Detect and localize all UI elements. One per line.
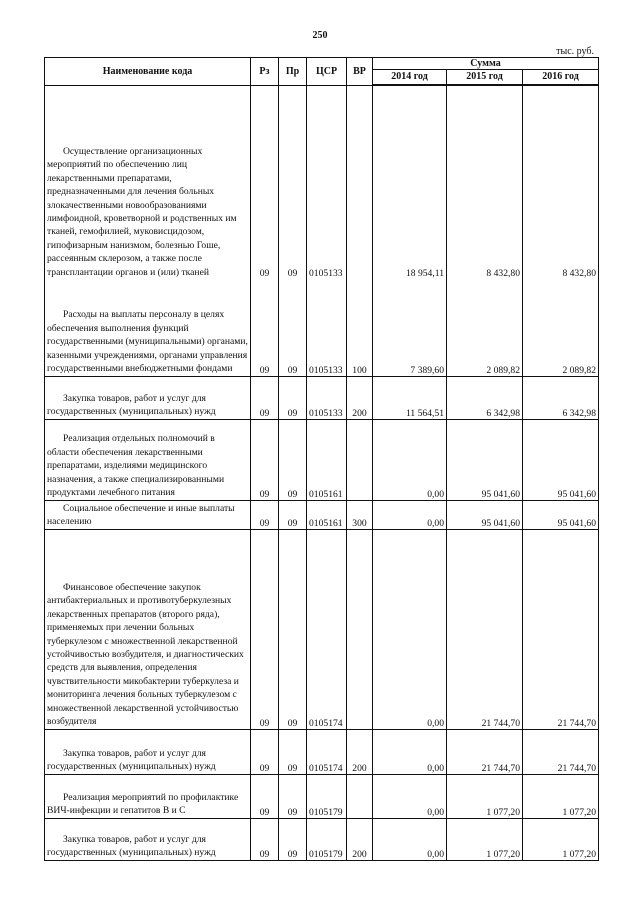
row-csr: 0105161 xyxy=(307,500,347,529)
header-2014: 2014 год xyxy=(373,70,447,86)
table-row xyxy=(45,729,599,774)
row-csr: 0105179 xyxy=(307,774,347,818)
table-row xyxy=(45,279,599,376)
row-rz: 09 xyxy=(251,279,279,376)
row-name: Финансовое обеспечение закупок антибактериальных и противотуберкулезных лекарственных препаратов (второго ряда), применяемых при лечении больных туберкулезом с множественной лекарственной устойчивостью возбудителя, и диагностических средств для выявления, определения чувствительности микобактерии туберкулеза и мониторинга лечения больных туберкулезом с множественной лекарственной устойчивостью возбудителя xyxy=(45,529,251,729)
row-2015: 1 077,20 xyxy=(447,774,523,818)
table-row xyxy=(45,529,599,729)
header-sum: Сумма xyxy=(373,58,599,70)
table-row xyxy=(45,818,599,860)
row-pr: 09 xyxy=(279,818,307,860)
table-row xyxy=(45,500,599,529)
row-2015: 6 342,98 xyxy=(447,376,523,419)
row-2014: 7 389,60 xyxy=(373,279,447,376)
header-csr: ЦСР xyxy=(307,58,347,86)
row-csr: 0105174 xyxy=(307,729,347,774)
header-2016: 2016 год xyxy=(523,70,599,86)
row-vr: 200 xyxy=(347,729,373,774)
row-2014: 0,00 xyxy=(373,729,447,774)
row-pr: 09 xyxy=(279,529,307,729)
row-2015: 95 041,60 xyxy=(447,419,523,500)
row-2016: 1 077,20 xyxy=(523,774,599,818)
row-2016: 6 342,98 xyxy=(523,376,599,419)
row-vr xyxy=(347,419,373,500)
row-name: Закупка товаров, работ и услуг для государственных (муниципальных) нужд xyxy=(45,376,251,419)
row-name: Реализация мероприятий по профилактике ВИЧ-инфекции и гепатитов В и С xyxy=(45,774,251,818)
row-pr: 09 xyxy=(279,729,307,774)
row-2016: 95 041,60 xyxy=(523,500,599,529)
header-rz: Рз xyxy=(251,58,279,86)
row-vr: 200 xyxy=(347,818,373,860)
row-pr: 09 xyxy=(279,500,307,529)
row-vr: 200 xyxy=(347,376,373,419)
row-2014: 0,00 xyxy=(373,818,447,860)
row-rz: 09 xyxy=(251,529,279,729)
row-pr: 09 xyxy=(279,279,307,376)
row-2014: 0,00 xyxy=(373,774,447,818)
row-rz: 09 xyxy=(251,376,279,419)
row-2016: 21 744,70 xyxy=(523,729,599,774)
header-name: Наименование кода xyxy=(45,58,251,86)
row-2014: 0,00 xyxy=(373,529,447,729)
row-rz: 09 xyxy=(251,818,279,860)
row-name: Реализация отдельных полномочий в области обеспечения лекарственными препаратами, изделиями медицинского назначения, а также специализированными продуктами лечебного питания xyxy=(45,419,251,500)
row-name: Социальное обеспечение и иные выплаты населению xyxy=(45,500,251,529)
row-2014: 0,00 xyxy=(373,419,447,500)
row-pr: 09 xyxy=(279,419,307,500)
table-row xyxy=(45,419,599,500)
row-csr: 0105174 xyxy=(307,529,347,729)
row-2016: 95 041,60 xyxy=(523,419,599,500)
row-2014: 11 564,51 xyxy=(373,376,447,419)
row-2015: 2 089,82 xyxy=(447,279,523,376)
row-2015: 21 744,70 xyxy=(447,529,523,729)
row-csr: 0105133 xyxy=(307,376,347,419)
row-pr: 09 xyxy=(279,774,307,818)
row-name: Расходы на выплаты персоналу в целях обеспечения выполнения функций государственными (муниципальными) органами, казенными учреждениями, органами управления государственными внебюджетными фондами xyxy=(45,279,251,376)
header-vr: ВР xyxy=(347,58,373,86)
row-rz: 09 xyxy=(251,419,279,500)
table-row xyxy=(45,376,599,419)
row-2015: 1 077,20 xyxy=(447,818,523,860)
row-2016: 8 432,80 xyxy=(523,85,599,279)
row-csr: 0105133 xyxy=(307,279,347,376)
row-rz: 09 xyxy=(251,85,279,279)
row-rz: 09 xyxy=(251,774,279,818)
row-vr: 300 xyxy=(347,500,373,529)
row-name: Закупка товаров, работ и услуг для государственных (муниципальных) нужд xyxy=(45,818,251,860)
table-row xyxy=(45,774,599,818)
row-2016: 21 744,70 xyxy=(523,529,599,729)
page-number: 250 xyxy=(312,30,328,41)
header-pr: Пр xyxy=(279,58,307,86)
table-body xyxy=(45,85,599,860)
header-2015: 2015 год xyxy=(447,70,523,86)
units-label: тыс. руб. xyxy=(556,46,594,57)
row-vr xyxy=(347,85,373,279)
row-pr: 09 xyxy=(279,85,307,279)
table-row xyxy=(45,85,599,279)
budget-table xyxy=(44,57,599,861)
row-2015: 8 432,80 xyxy=(447,85,523,279)
row-csr: 0105161 xyxy=(307,419,347,500)
row-name: Осуществление организационных мероприятий по обеспечению лиц лекарственными препаратами, предназначенными для лечения больных злокачественными новообразованиями лимфоидной, кроветворной и родственных им тканей, гемофилией, муковисцидозом, гипофизарным нанизмом, болезнью Гоше, рассеянным склерозом, а также после трансплантации органов и (или) тканей xyxy=(45,85,251,279)
row-rz: 09 xyxy=(251,729,279,774)
row-2016: 1 077,20 xyxy=(523,818,599,860)
row-2015: 95 041,60 xyxy=(447,500,523,529)
row-pr: 09 xyxy=(279,376,307,419)
row-csr: 0105133 xyxy=(307,85,347,279)
row-csr: 0105179 xyxy=(307,818,347,860)
row-vr xyxy=(347,529,373,729)
row-2016: 2 089,82 xyxy=(523,279,599,376)
row-vr: 100 xyxy=(347,279,373,376)
row-2014: 0,00 xyxy=(373,500,447,529)
row-rz: 09 xyxy=(251,500,279,529)
row-2014: 18 954,11 xyxy=(373,85,447,279)
row-vr xyxy=(347,774,373,818)
row-name: Закупка товаров, работ и услуг для государственных (муниципальных) нужд xyxy=(45,729,251,774)
row-2015: 21 744,70 xyxy=(447,729,523,774)
